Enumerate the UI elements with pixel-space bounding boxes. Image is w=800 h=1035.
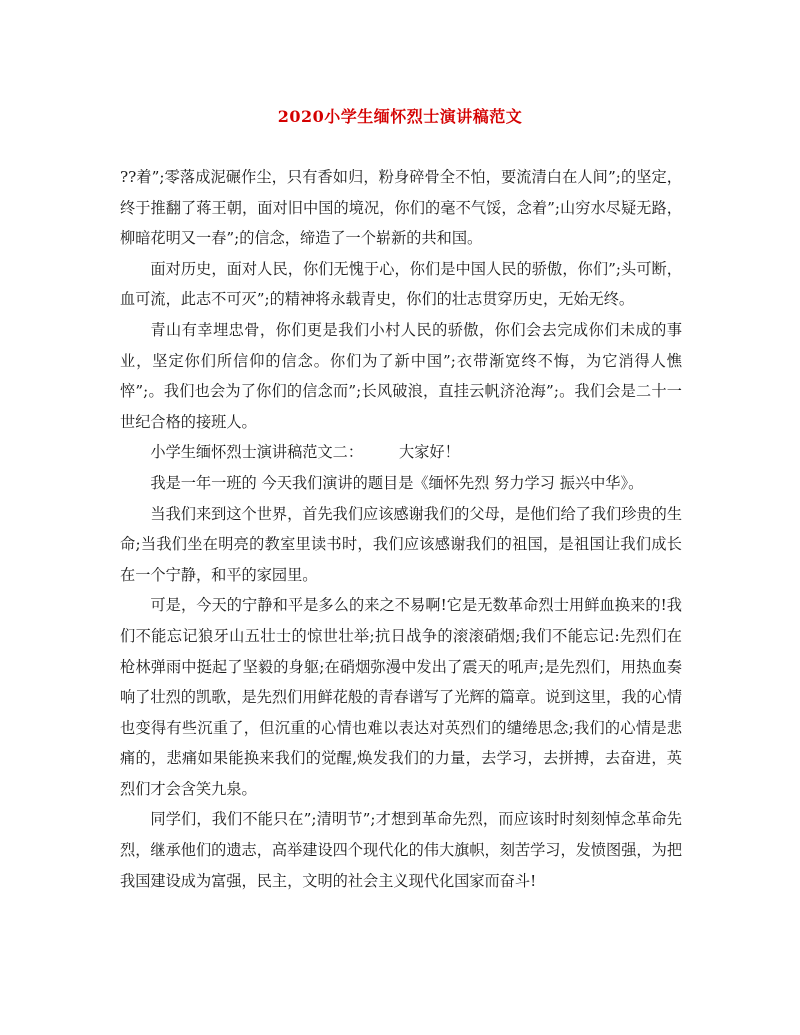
paragraph-5: 我是一年一班的 今天我们演讲的题目是《缅怀先烈 努力学习 振兴中华》。 [150, 473, 644, 492]
speech-two-heading: 小学生缅怀烈士演讲稿范文二： [150, 443, 364, 462]
paragraph-8: 同学们，我们不能只在”;清明节”;才想到革命先烈，而应该时时刻刻悼念革命先烈，继承他们的遗志，高举建设四个现代化的伟大旗帜，刻苦学习，发愤图强，为把我国建设成为富强，民主，文明的社会主义现代化国家而奋斗! [120, 810, 682, 890]
document-body [120, 162, 682, 896]
speech-two-greeting: 大家好！ [399, 443, 460, 462]
paragraph-2: 面对历史，面对人民，你们无愧于心，你们是中国人民的骄傲，你们”;头可断，血可流，此志不可灭”;的精神将永载青史，你们的壮志贯穿历史，无始无终。 [120, 259, 682, 309]
document-title: 2020小学生缅怀烈士演讲稿范文 [277, 107, 523, 126]
speech-two-heading-line [120, 437, 682, 468]
paragraph-3: 青山有幸埋忠骨，你们更是我们小村人民的骄傲，你们会去完成你们未成的事业，坚定你们所信仰的信念。你们为了新中国”;衣带渐宽终不悔，为它消得人憔悴”;。我们也会为了你们的信念而”;长风破浪，直挂云帆济沧海”;。我们会是二十一世纪合格的接班人。 [120, 320, 682, 431]
paragraph-1: ??着”;零落成泥碾作尘，只有香如归，粉身碎骨全不怕，要流清白在人间”;的坚定，终于推翻了蒋王朝，面对旧中国的境况，你们的毫不气馁，念着”;山穷水尽疑无路，柳暗花明又一春”;的信念，缔造了一个崭新的共和国。 [120, 168, 682, 248]
paragraph-7: 可是，今天的宁静和平是多么的来之不易啊!它是无数革命烈士用鲜血换来的!我们不能忘记狼牙山五壮士的惊世壮举;抗日战争的滚滚硝烟;我们不能忘记:先烈们在枪林弹雨中挺起了坚毅的身躯;在硝烟弥漫中发出了震天的吼声;是先烈们，用热血奏响了壮烈的凯歌，是先烈们用鲜花般的青春谱写了光辉的篇章。说到这里，我的心情也变得有些沉重了，但沉重的心情也难以表达对英烈们的缱绻思念;我们的心情是悲痛的，悲痛如果能换来我们的觉醒,焕发我们的力量，去学习，去拼搏，去奋进，英烈们才会含笑九泉。 [120, 596, 682, 798]
paragraph-6: 当我们来到这个世界，首先我们应该感谢我们的父母，是他们给了我们珍贵的生命;当我们坐在明亮的教室里读书时，我们应该感谢我们的祖国，是祖国让我们成长在一个宁静，和平的家园里。 [120, 504, 682, 584]
